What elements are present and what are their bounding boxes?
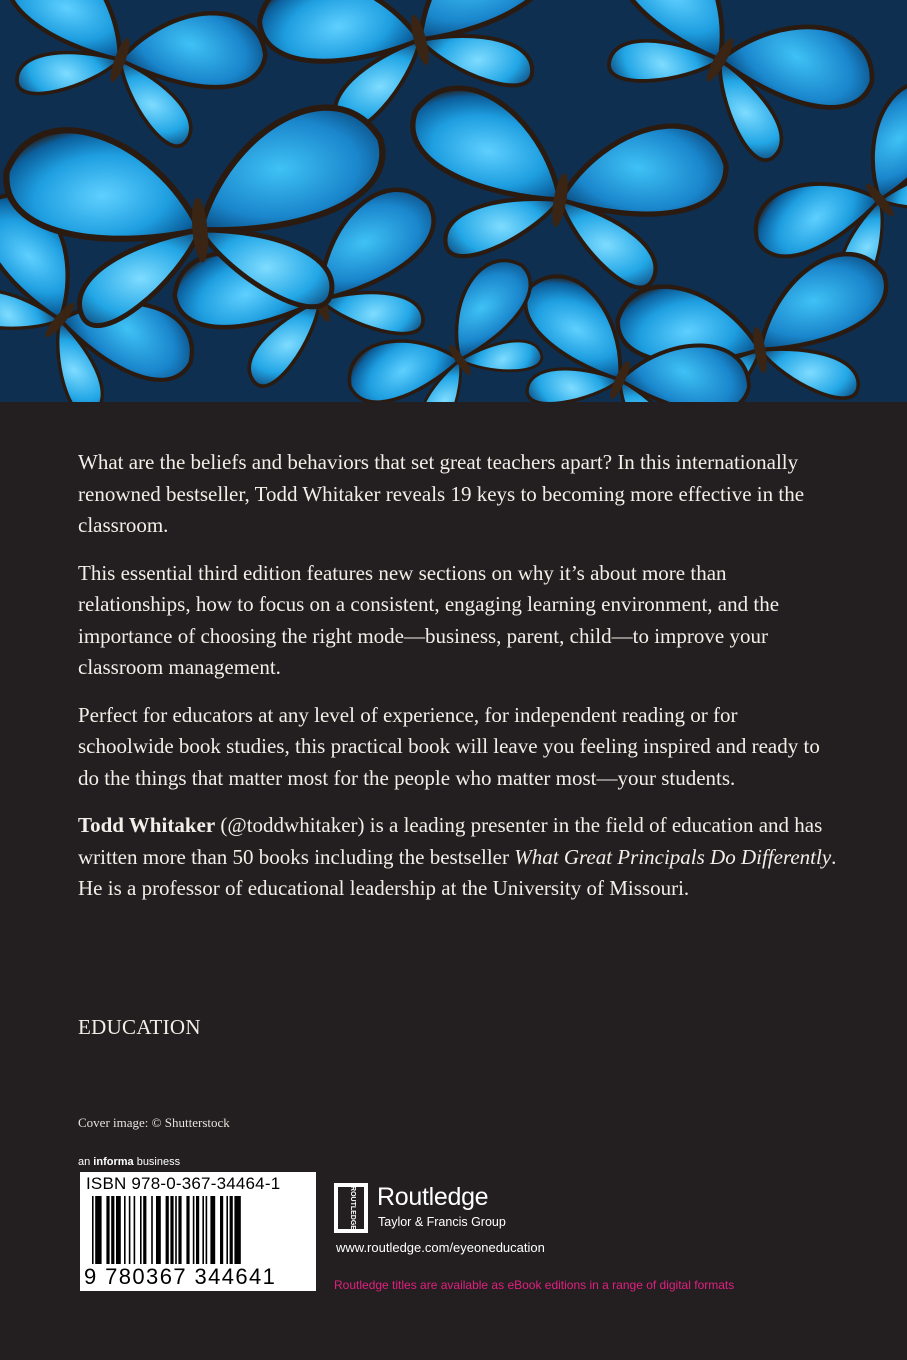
referenced-book-title: What Great Principals Do Differently bbox=[514, 844, 832, 869]
isbn-digits: 9 780367 344641 bbox=[84, 1264, 277, 1289]
author-name: Todd Whitaker bbox=[78, 813, 216, 837]
isbn-label: ISBN 978-0-367-34464-1 bbox=[86, 1174, 281, 1193]
back-cover-blurb bbox=[78, 447, 838, 921]
isbn-barcode bbox=[80, 1172, 316, 1291]
publisher-group: Taylor & Francis Group bbox=[378, 1215, 506, 1229]
informa-business-tag bbox=[78, 1156, 180, 1168]
routledge-logo bbox=[334, 1183, 368, 1233]
author-bio bbox=[78, 810, 838, 905]
publisher-name: Routledge bbox=[377, 1183, 489, 1211]
cover-image-credit: Cover image: © Shutterstock bbox=[78, 1115, 230, 1130]
cover-butterfly-image bbox=[0, 0, 907, 402]
blurb-paragraph-2: This essential third edition features new sections on why it’s about more than relationships, how to focus on a consistent, engaging learning environment, and the importance of choosing the right mode—business, parent, child—to improve your classroom management. bbox=[78, 560, 780, 679]
informa-suffix: business bbox=[133, 1156, 181, 1168]
informa-brand: informa bbox=[93, 1156, 134, 1168]
blurb-paragraph-1: What are the beliefs and behaviors that set great teachers apart? In this internationally renowned bestseller, Todd Whitaker reveals 19 keys to becoming more effective in the classroom. bbox=[78, 450, 805, 537]
subject-category: EDUCATION bbox=[78, 1015, 201, 1039]
barcode-bars bbox=[90, 1196, 306, 1264]
informa-prefix: an bbox=[78, 1156, 94, 1168]
publisher-url: www.routledge.com/eyeoneducation bbox=[336, 1240, 545, 1255]
author-bio-text-a: (@toddwhitaker) is a leading presenter in the field of education and has written more than 50 books including the bestseller bbox=[78, 813, 823, 869]
ebook-availability-note: Routledge titles are available as eBook editions in a range of digital formats bbox=[334, 1278, 735, 1292]
routledge-logo-text: ROUTLEDGE bbox=[349, 1186, 356, 1230]
author-bio-text-b: . He is a professor of educational leadership at the University of Missouri. bbox=[78, 844, 837, 900]
butterfly-illustration bbox=[0, 0, 907, 402]
blurb-paragraph-3: Perfect for educators at any level of experience, for independent reading or for schoolwide book studies, this practical book will leave you feeling inspired and ready to do the things that matter most for the people who matter most—your students. bbox=[78, 702, 820, 790]
